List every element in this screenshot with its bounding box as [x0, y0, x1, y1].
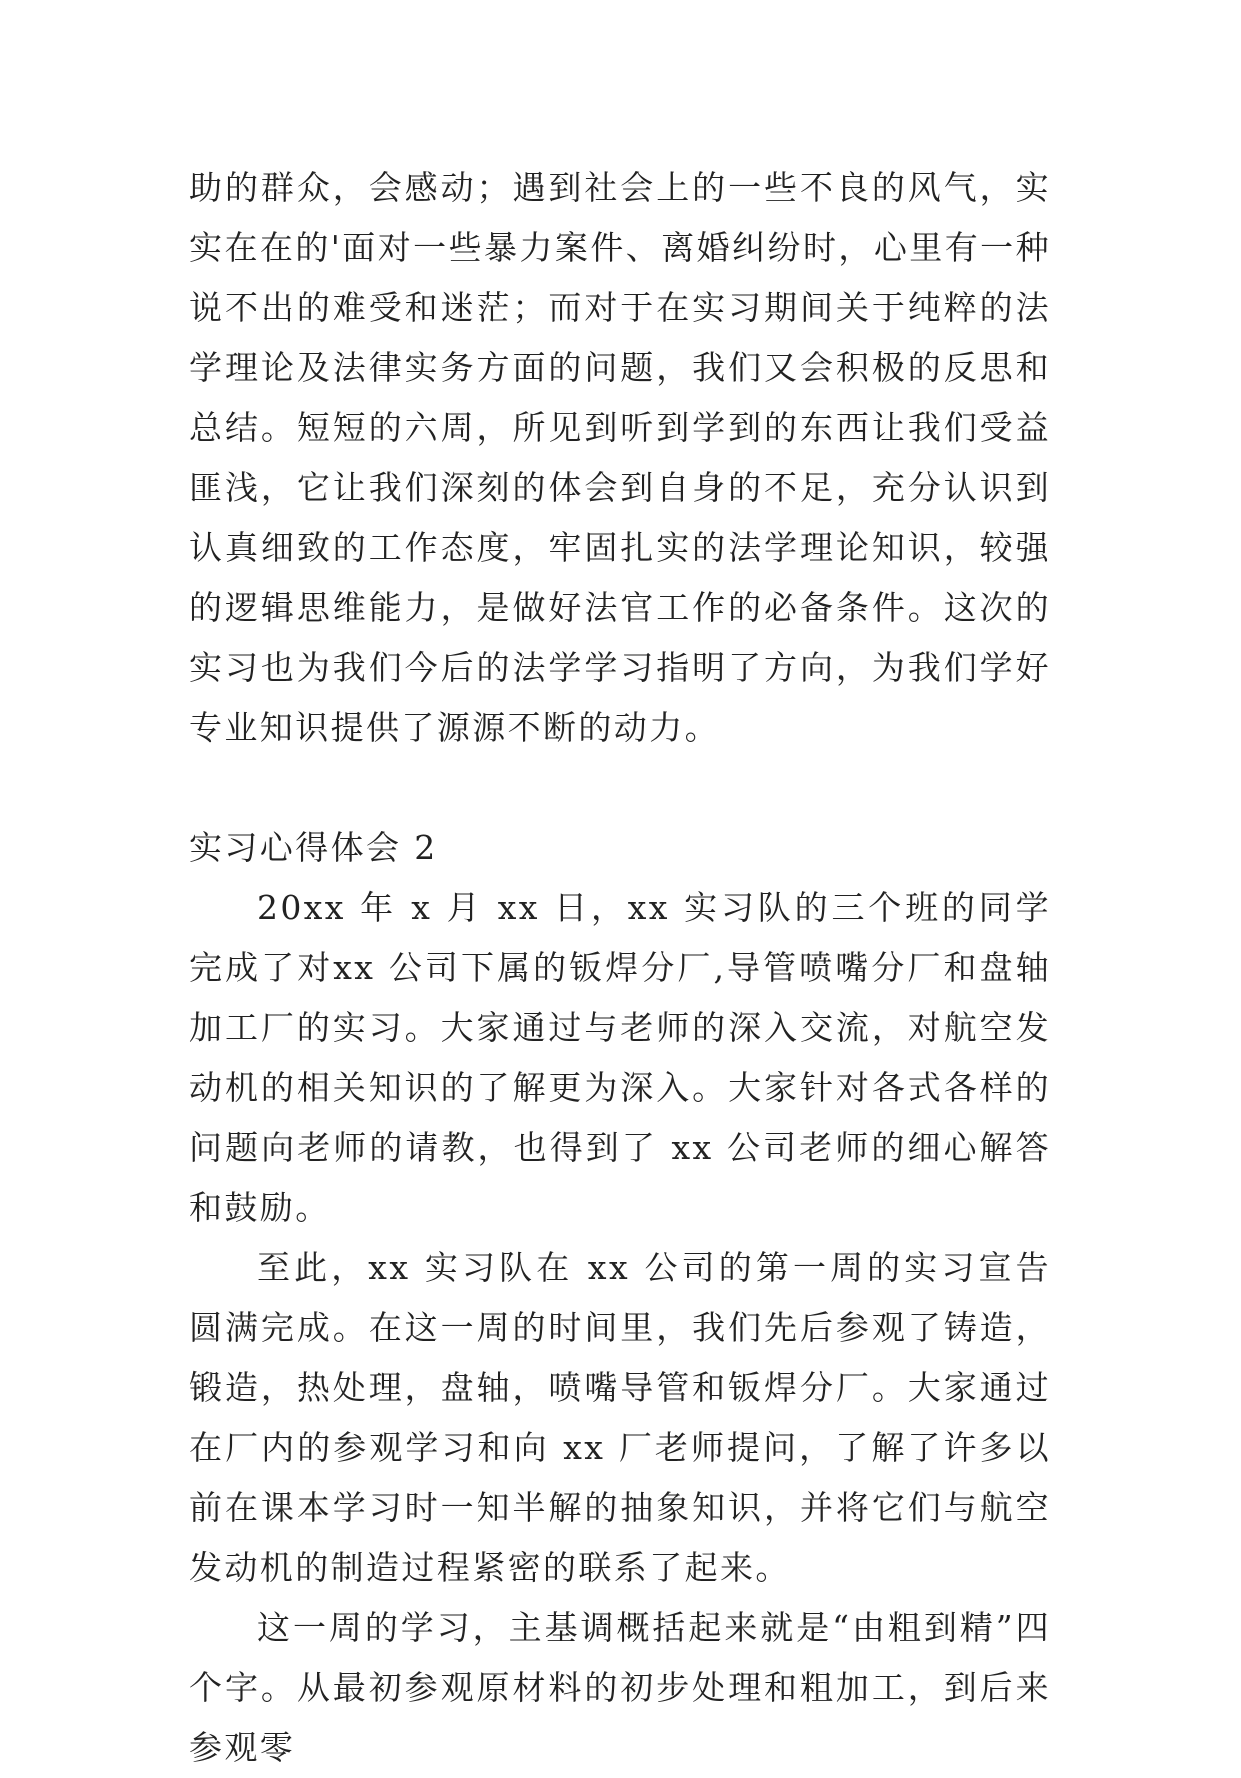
- document-body: [189, 158, 1051, 1778]
- section-title: 实习心得体会 2: [189, 828, 438, 867]
- paragraph-continued: 助的群众，会感动；遇到社会上的一些不良的风气，实实在在的'面对一些暴力案件、离婚纠纷时，心里有一种说不出的难受和迷茫；而对于在实习期间关于纯粹的法学理论及法律实务方面的问题，我们又会积极的反思和总结。短短的六周，所见到听到学到的东西让我们受益匪浅，它让我们深刻的体会到自身的不足，充分认识到认真细致的工作态度，牢固扎实的法学理论知识，较强的逻辑思维能力，是做好法官工作的必备条件。这次的实习也为我们今后的法学学习指明了方向，为我们学好专业知识提供了源源不断的动力。: [189, 168, 1051, 747]
- paragraph-1: 20xx 年 x 月 xx 日，xx 实习队的三个班的同学完成了对xx 公司下属的钣焊分厂,导管喷嘴分厂和盘轴加工厂的实习。大家通过与老师的深入交流，对航空发动机的相关知识的了解更为深入。大家针对各式各样的问题向老师的请教，也得到了 xx 公司老师的细心解答和鼓励。: [189, 888, 1051, 1227]
- paragraph-3: 这一周的学习，主基调概括起来就是“由粗到精”四个字。从最初参观原材料的初步处理和粗加工，到后来参观零: [189, 1608, 1051, 1767]
- paragraph-2: 至此，xx 实习队在 xx 公司的第一周的实习宣告圆满完成。在这一周的时间里，我们先后参观了铸造，锻造，热处理，盘轴，喷嘴导管和钣焊分厂。大家通过在厂内的参观学习和向 xx 厂老师提问，了解了许多以前在课本学习时一知半解的抽象知识，并将它们与航空发动机的制造过程紧密的联系了起来。: [189, 1248, 1051, 1587]
